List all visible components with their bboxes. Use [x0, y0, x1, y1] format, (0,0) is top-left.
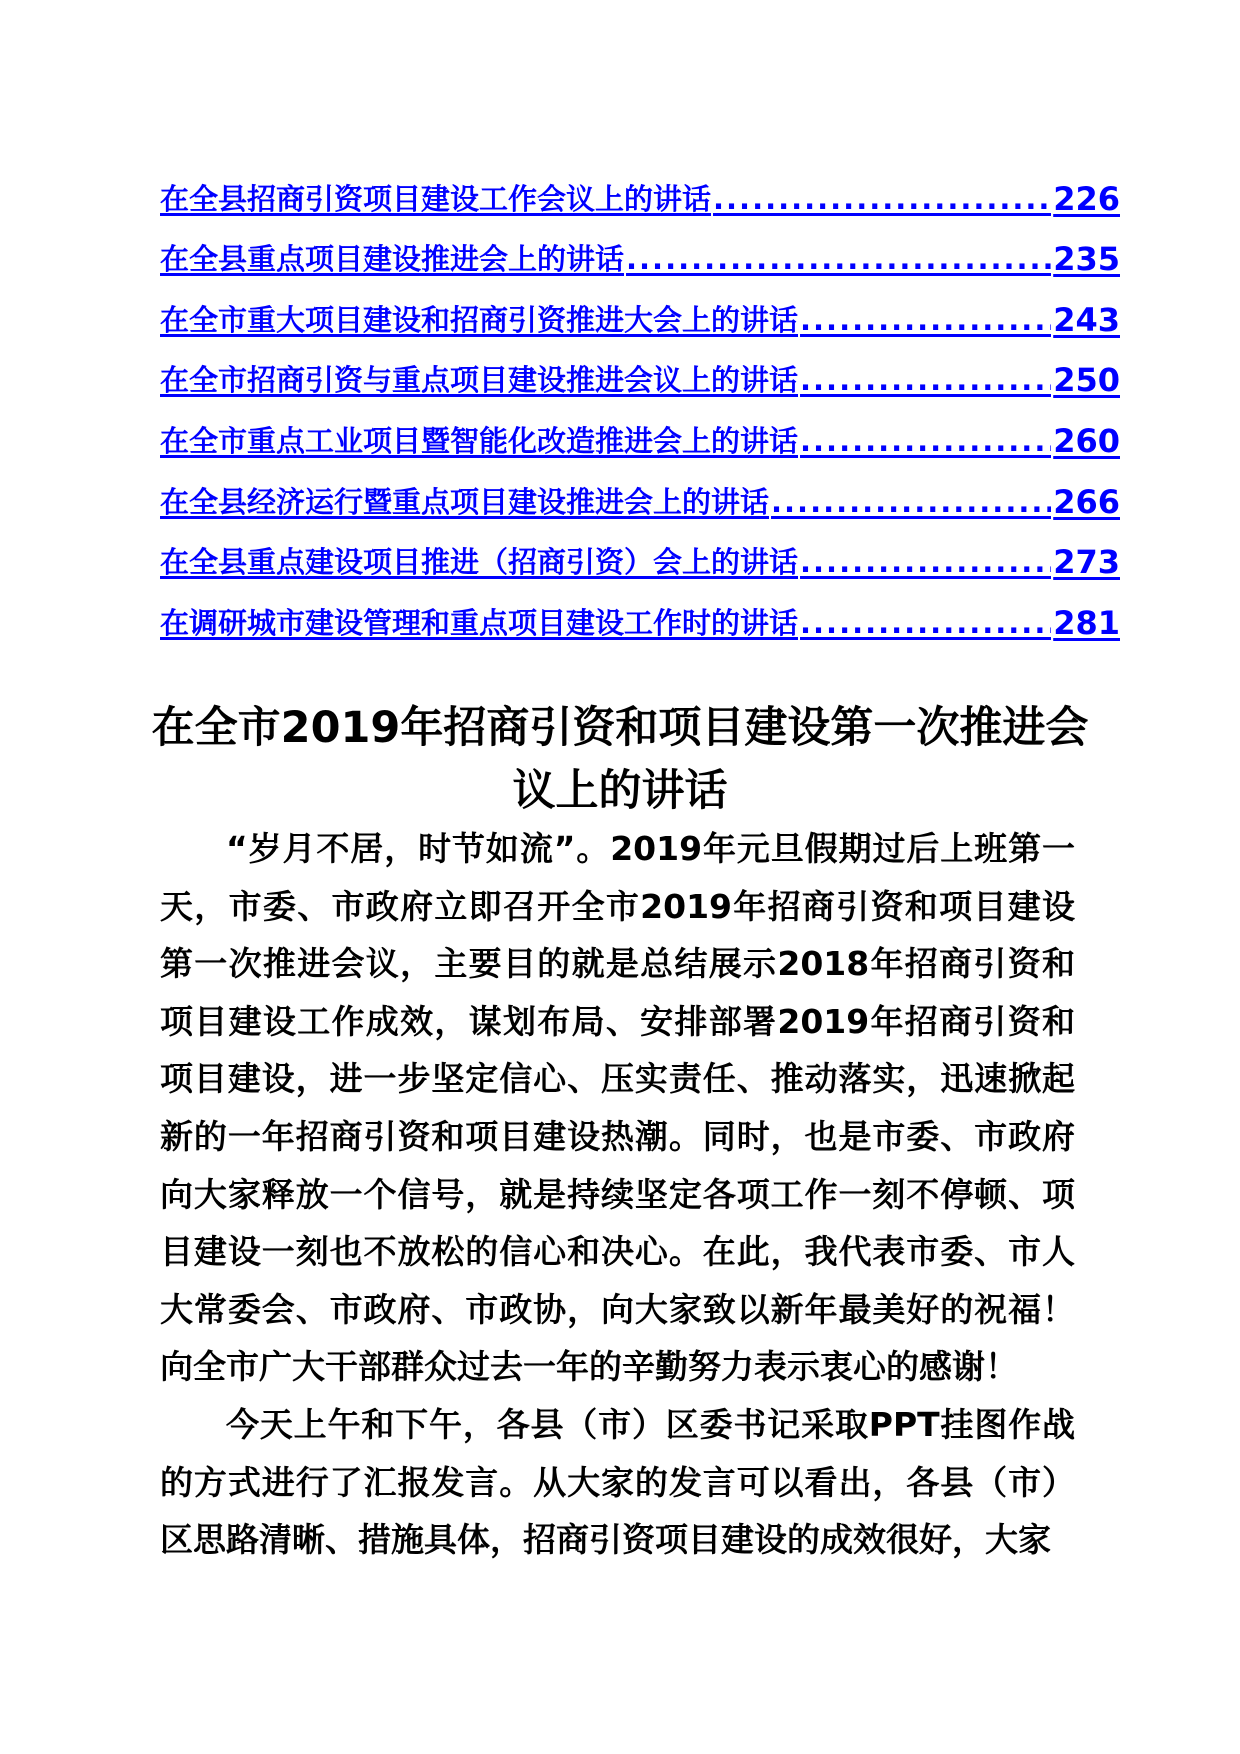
toc-entry[interactable] — [160, 522, 1120, 583]
toc-entry[interactable] — [160, 279, 1120, 340]
toc-entry-title[interactable]: 在全市招商引资与重点项目建设推进会议上的讲话 — [160, 363, 799, 398]
toc-dot-leader — [800, 421, 1051, 461]
toc-entry-title[interactable]: 在全县重点项目建设推进会上的讲话 — [160, 242, 625, 277]
toc-entry-page[interactable]: 281 — [1053, 603, 1120, 642]
toc-entry[interactable] — [160, 582, 1120, 643]
body-paragraph: “岁月不居，时节如流”。2019年元旦假期过后上班第一天，市委、市政府立即召开全市2019年招商引资和项目建设第一次推进会议，主要目的就是总结展示2018年招商引资和项目建设工作成效，谋划布局、安排部署2019年招商引资和项目建设，进一步坚定信心、压实责任、推动落实，迅速掀起新的一年招商引资和项目建设热潮。同时，也是市委、市政府向大家释放一个信号，就是持续坚定各项工作一刻不停顿、项目建设一刻也不放松的信心和决心。在此，我代表市委、市人大常委会、市政府、市政协，向大家致以新年最美好的祝福！向全市广大干部群众过去一年的辛勤努力表示衷心的感谢！ — [160, 829, 1075, 1387]
toc-dot-leader — [800, 603, 1051, 643]
toc-entry-title[interactable]: 在全县招商引资项目建设工作会议上的讲话 — [160, 181, 712, 216]
toc-dot-leader — [713, 179, 1051, 219]
document-body — [160, 820, 1075, 1569]
toc-entry-page[interactable]: 250 — [1053, 361, 1120, 400]
toc-entry[interactable] — [160, 461, 1120, 522]
toc-entry-page[interactable]: 260 — [1053, 421, 1120, 460]
body-paragraph: 今天上午和下午，各县（市）区委书记采取PPT挂图作战的方式进行了汇报发言。从大家的发言可以看出，各县（市）区思路清晰、措施具体，招商引资项目建设的成效很好，大家 — [160, 1404, 1075, 1560]
toc-dot-leader — [800, 300, 1051, 340]
document-title: 在全市2019年招商引资和项目建设第一次推进会议上的讲话 — [151, 702, 1089, 816]
toc-entry-title[interactable]: 在全市重大项目建设和招商引资推进大会上的讲话 — [160, 302, 799, 337]
toc-entry-title[interactable]: 在全市重点工业项目暨智能化改造推进会上的讲话 — [160, 423, 799, 458]
toc-entry[interactable] — [160, 400, 1120, 461]
toc-entry-page[interactable]: 235 — [1053, 240, 1120, 279]
toc-entry[interactable] — [160, 340, 1120, 401]
toc-entry-page[interactable]: 273 — [1053, 543, 1120, 582]
toc-entry-title[interactable]: 在调研城市建设管理和重点项目建设工作时的讲话 — [160, 605, 799, 640]
toc-dot-leader — [771, 482, 1051, 522]
toc-entry-title[interactable]: 在全县重点建设项目推进（招商引资）会上的讲话 — [160, 545, 799, 580]
table-of-contents — [160, 158, 1120, 643]
toc-entry-title[interactable]: 在全县经济运行暨重点项目建设推进会上的讲话 — [160, 484, 770, 519]
toc-entry-page[interactable]: 266 — [1053, 482, 1120, 521]
toc-dot-leader — [800, 542, 1051, 582]
toc-entry-page[interactable]: 226 — [1053, 179, 1120, 218]
toc-entry[interactable] — [160, 158, 1120, 219]
toc-dot-leader — [800, 360, 1051, 400]
toc-dot-leader — [626, 239, 1051, 279]
toc-entry-page[interactable]: 243 — [1053, 300, 1120, 339]
toc-entry[interactable] — [160, 219, 1120, 280]
